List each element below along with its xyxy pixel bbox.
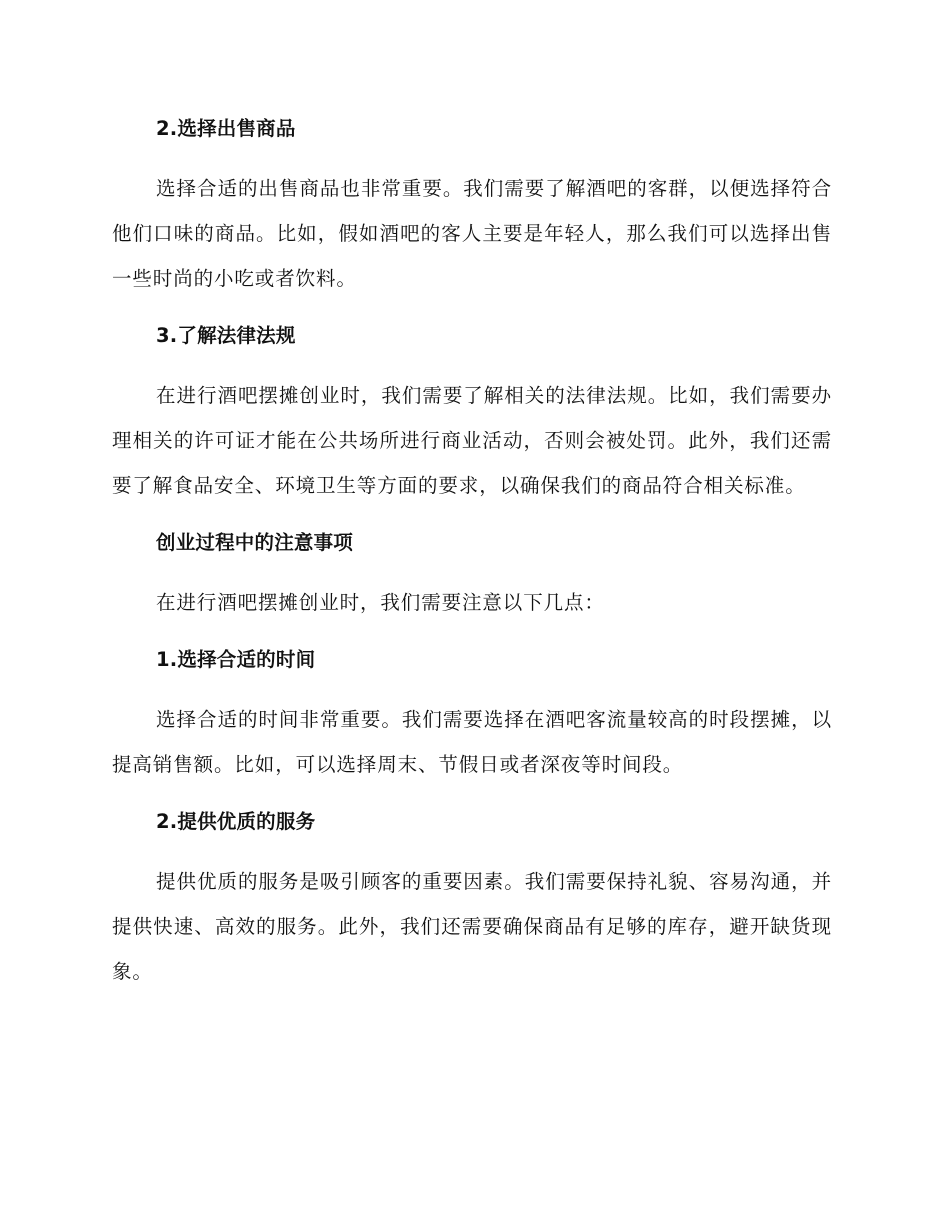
paragraph: 提供优质的服务是吸引顾客的重要因素。我们需要保持礼貌、容易沟通，并提供快速、高效的服务。此外，我们还需要确保商品有足够的库存，避开缺货现象。	[112, 870, 832, 983]
section-heading: 创业过程中的注意事项	[156, 531, 354, 554]
section-heading: 2.选择出售商品	[156, 117, 296, 140]
paragraph: 选择合适的时间非常重要。我们需要选择在酒吧客流量较高的时段摆摊，以提高销售额。比如，可以选择周末、节假日或者深夜等时间段。	[112, 708, 832, 776]
section-heading: 1.选择合适的时间	[156, 648, 316, 671]
paragraph: 在进行酒吧摆摊创业时，我们需要注意以下几点：	[156, 591, 605, 614]
paragraph: 选择合适的出售商品也非常重要。我们需要了解酒吧的客群，以便选择符合他们口味的商品。比如，假如酒吧的客人主要是年轻人，那么我们可以选择出售一些时尚的小吃或者饮料。	[112, 177, 832, 290]
document-body	[112, 108, 832, 994]
section-heading: 2.提供优质的服务	[156, 810, 316, 833]
section-heading: 3.了解法律法规	[156, 324, 296, 347]
paragraph: 在进行酒吧摆摊创业时，我们需要了解相关的法律法规。比如，我们需要办理相关的许可证才能在公共场所进行商业活动，否则会被处罚。此外，我们还需要了解食品安全、环境卫生等方面的要求，以确保我们的商品符合相关标准。	[112, 384, 832, 497]
